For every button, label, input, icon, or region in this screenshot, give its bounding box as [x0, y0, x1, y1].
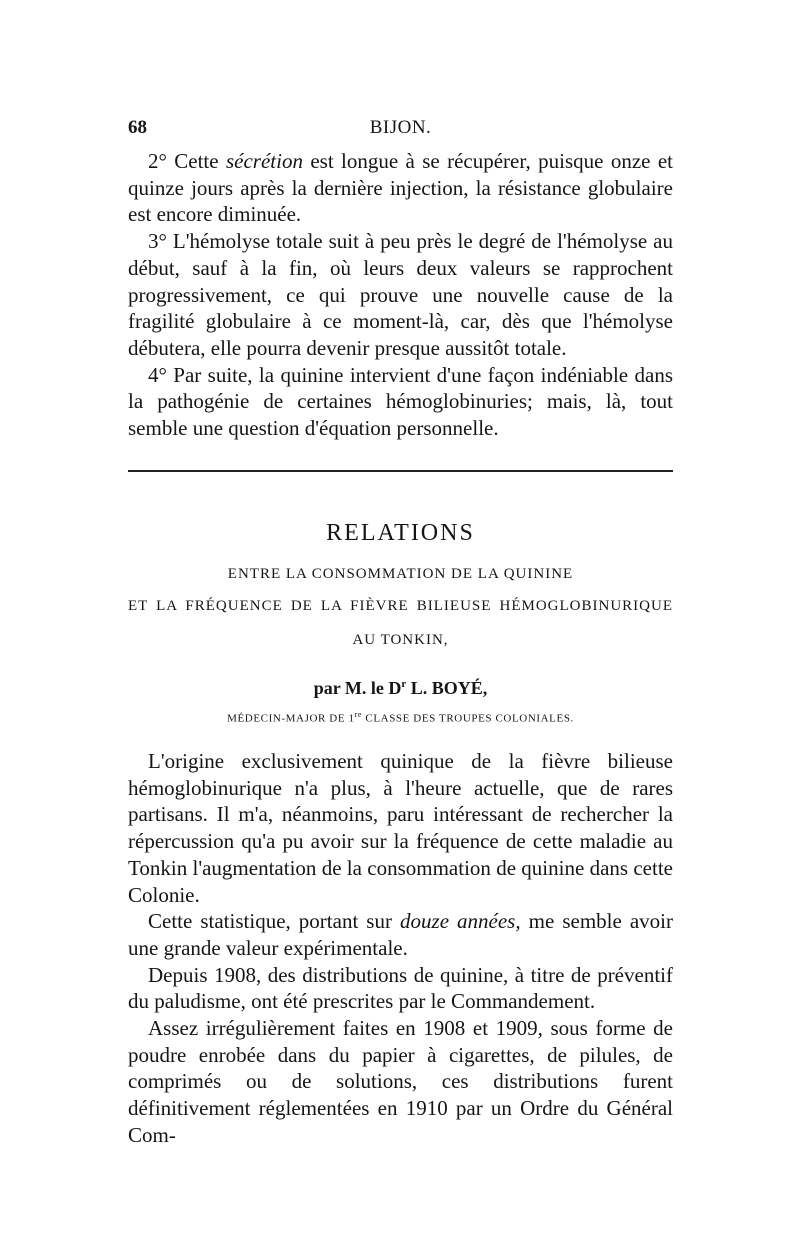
paragraph: L'origine exclusivement quinique de la fièvre bilieuse hémoglobinurique n'a plus, à l'heure actuelle, que de rares partisans. Il m'a, néanmoins, paru intéressant de rechercher la répercussion qu'a pu avoir sur la fréquence de cette maladie au Tonkin l'augmentation de la consommation de quinine dans cette Colonie.: [128, 749, 673, 907]
paragraph: 4° Par suite, la quinine intervient d'une façon indéniable dans la pathogénie de certaines hémoglobinuries; mais, là, tout semble une question d'équation personnelle.: [128, 362, 673, 441]
rank-suffix: CLASSE DES TROUPES COLONIALES.: [362, 712, 574, 725]
page-number: 68: [128, 117, 147, 138]
emphasis-text: sécrétion: [225, 149, 303, 173]
paragraph: [128, 908, 673, 961]
article-subtitle-line: ET LA FRÉQUENCE DE LA FIÈVRE BILIEUSE HÉMOGLOBINURIQUE: [128, 598, 673, 614]
paragraph: Depuis 1908, des distributions de quinine, à titre de préventif du paludisme, ont été prescrites par le Commandement.: [128, 962, 673, 1014]
previous-article-conclusion: [128, 148, 673, 442]
article-title: RELATIONS: [326, 520, 475, 546]
section-divider: [128, 470, 673, 472]
page-header: [128, 117, 673, 141]
running-head: BIJON.: [369, 117, 432, 138]
article-body: [128, 748, 673, 1149]
rank-prefix: MÉDECIN-MAJOR DE 1: [227, 712, 355, 725]
author-rank: [128, 710, 673, 725]
author-name: L. BOYÉ,: [406, 678, 488, 698]
paragraph-text: est longue à se récupérer, puisque onze et quinze jours après la dernière injection, la résistance globulaire est encore diminuée.: [128, 149, 674, 227]
emphasis-text: douze années,: [400, 909, 521, 934]
paragraph-text: me semble avoir une grande valeur expérimentale.: [128, 909, 673, 960]
author-sup: r: [401, 678, 407, 690]
paragraph: Assez irrégulièrement faites en 1908 et 1909, sous forme de poudre enrobée dans du papier à cigarettes, de pilules, de comprimés ou de solutions, ces distributions furent définitivement réglementées en 1910 par un Ordre du Général Com-: [128, 1016, 673, 1147]
paragraph-text: Cette statistique, portant sur: [148, 909, 401, 934]
paragraph: [128, 148, 673, 228]
author-line: [128, 678, 673, 699]
paragraph: 3° L'hémolyse totale suit à peu près le degré de l'hémolyse au début, sauf à la fin, où leurs deux valeurs se rapprochent progressivement, ce qui prouve une nouvelle cause de la fragilité globulaire à ce moment-là, car, dès que l'hémolyse débutera, elle pourra devenir presque aussitôt totale.: [128, 229, 673, 360]
paragraph-text: 2° Cette: [148, 149, 226, 173]
author-prefix: par M. le D: [313, 678, 402, 698]
article-subtitle-line: ENTRE LA CONSOMMATION DE LA QUININE: [227, 566, 574, 582]
article-subtitle-line: AU TONKIN,: [352, 632, 449, 648]
rank-sup: re: [354, 710, 363, 719]
